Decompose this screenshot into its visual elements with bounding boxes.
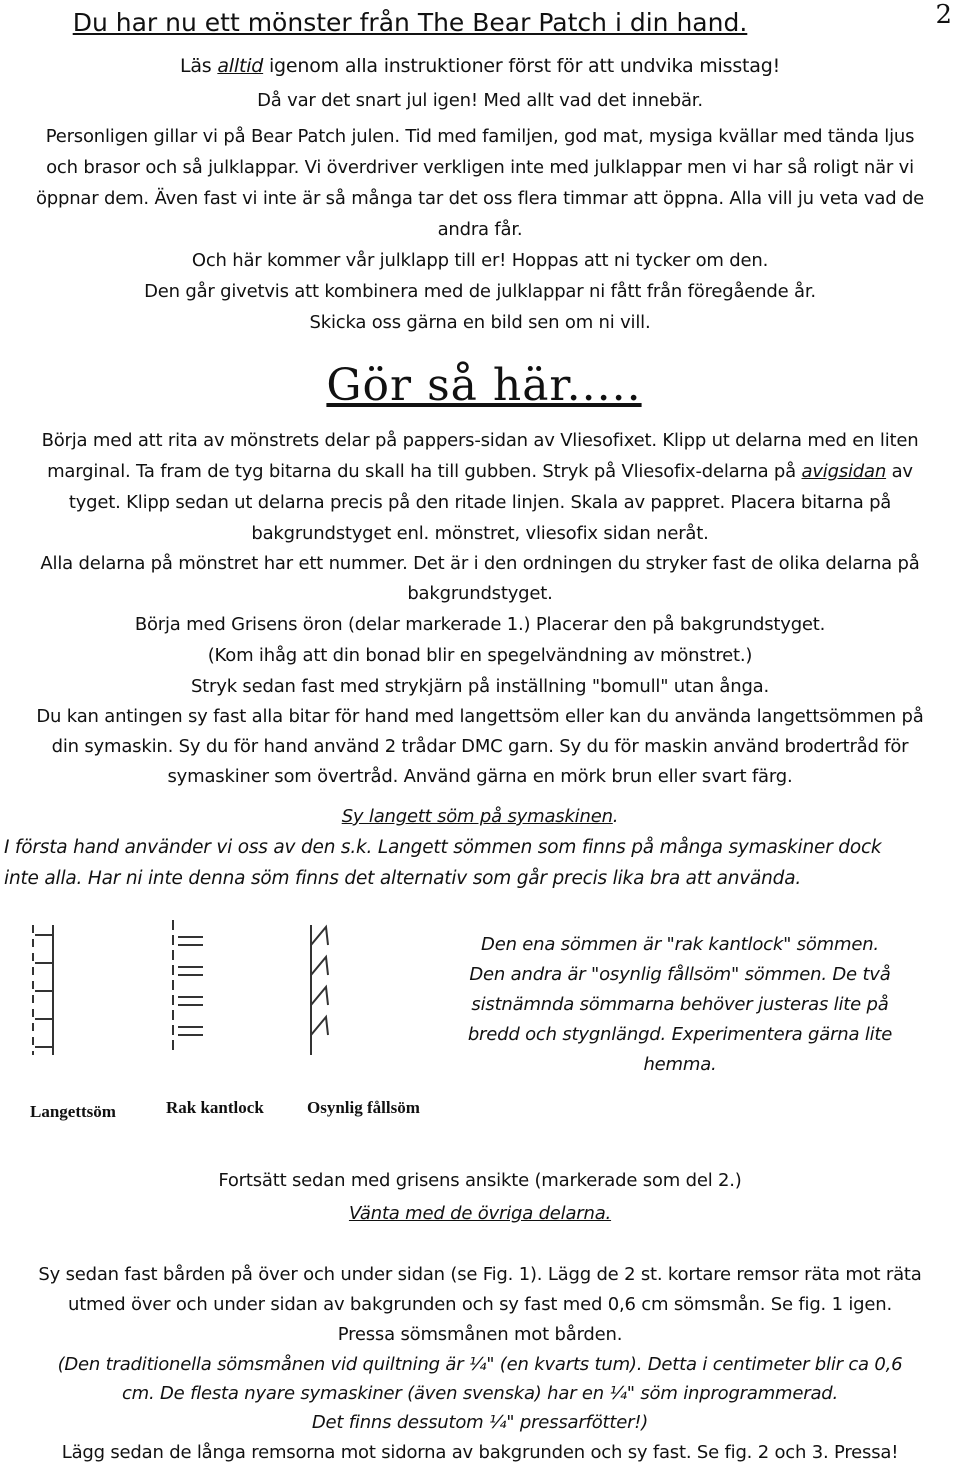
- step-line-5: Alla delarna på mönstret har ett nummer. Det är i den ordningen du stryker fast de olika delarna på: [40, 553, 920, 574]
- border-line-5: cm. De flesta nyare symaskiner (även svenska) har en ¼" söm inprogrammerad.: [121, 1383, 839, 1404]
- label-osynlig-fallsom: Osynlig fållsöm: [307, 1098, 420, 1117]
- intro-line-7: Och här kommer vår julklapp till er! Hoppas att ni tycker om den.: [191, 250, 769, 271]
- step-line-1: Börja med att rita av mönstrets delar på pappers-sidan av Vliesofixet. Klipp ut delarna med en liten: [41, 430, 919, 451]
- continue-line-1: Fortsätt sedan med grisens ansikte (markerade som del 2.): [218, 1170, 742, 1191]
- note-line-5: hemma.: [643, 1054, 717, 1075]
- label-rak-kantlock: Rak kantlock: [166, 1098, 264, 1117]
- continue-line-2: Vänta med de övriga delarna.: [348, 1203, 612, 1224]
- page-title: Du har nu ett mönster från The Bear Patch i din hand.: [72, 8, 748, 37]
- step-line-7: Börja med Grisens öron (delar markerade 1.) Placerar den på bakgrundstyget.: [134, 614, 826, 635]
- step-line-4: bakgrundstyget enl. mönstret, vliesofix sidan neråt.: [251, 523, 709, 544]
- border-line-4: (Den traditionella sömsmånen vid quiltning är ¼" (en kvarts tum). Detta i centimeter blir ca 0,6: [57, 1354, 903, 1375]
- intro-line-6: andra får.: [437, 219, 523, 240]
- step-line-10: Du kan antingen sy fast alla bitar för hand med langettsöm eller kan du använda langettsömmen på: [36, 706, 924, 727]
- label-langettsom: Langettsöm: [30, 1102, 116, 1121]
- machine-line-2: inte alla. Har ni inte denna söm finns det alternativ som går precis lika bra att använda.: [4, 868, 802, 889]
- step-line-12: symaskiner som övertråd. Använd gärna en mörk brun eller svart färg.: [167, 766, 793, 787]
- step-line-8: (Kom ihåg att din bonad blir en spegelvändning av mönstret.): [207, 645, 753, 666]
- border-line-6: Det finns dessutom ¼" pressarfötter!): [311, 1412, 649, 1433]
- step-line-2: marginal. Ta fram de tyg bitarna du skall ha till gubben. Stryk på Vliesofix-delarna på avigsidan av: [47, 461, 913, 482]
- note-line-1: Den ena sömmen är "rak kantlock" sömmen.: [481, 934, 879, 955]
- intro-line-9: Skicka oss gärna en bild sen om ni vill.: [309, 312, 651, 333]
- intro-line-5: öppnar dem. Även fast vi inte är så många tar det oss flera timmar att öppna. Alla vill ju veta vad de: [35, 188, 925, 209]
- intro-line-3: Personligen gillar vi på Bear Patch julen. Tid med familjen, god mat, mysiga kvällar med tända ljus: [45, 126, 915, 147]
- border-line-1: Sy sedan fast bården på över och under sidan (se Fig. 1). Lägg de 2 st. kortare remsor räta mot räta: [38, 1264, 922, 1285]
- note-line-2: Den andra är "osynlig fållsöm" sömmen. De två: [469, 964, 891, 985]
- stitch-illustrations: [28, 915, 468, 1065]
- machine-line-1: I första hand använder vi oss av den s.k. Langett sömmen som finns på många symaskiner dock: [4, 837, 882, 858]
- border-line-3: Pressa sömsmånen mot bården.: [337, 1324, 623, 1345]
- machine-heading: Sy langett söm på symaskinen.: [341, 806, 619, 827]
- rak-kantlock-stitch-icon: [173, 920, 203, 1055]
- intro-line-2: Då var det snart jul igen! Med allt vad det innebär.: [257, 90, 703, 111]
- page-number: 2: [935, 0, 952, 30]
- osynlig-fallsom-stitch-icon: [311, 925, 328, 1055]
- step-line-6: bakgrundstyget.: [407, 583, 553, 604]
- stitch-note: [440, 930, 920, 1080]
- note-line-3: sistnämnda sömmarna behöver justeras lite på: [471, 994, 889, 1015]
- section-heading: Gör så här.....: [326, 360, 642, 411]
- intro-line-8: Den går givetvis att kombinera med de julklappar ni fått från föregående år.: [144, 281, 816, 302]
- langett-stitch-icon: [33, 925, 53, 1055]
- step-line-9: Stryk sedan fast med strykjärn på inställning "bomull" utan ånga.: [190, 676, 770, 697]
- intro-line-4: och brasor och så julklappar. Vi överdriver verkligen inte med julklappar men vi har så roligt när vi: [46, 157, 914, 178]
- border-line-2: utmed över och under sidan av bakgrunden och sy fast med 0,6 cm sömsmån. Se fig. 1 igen.: [67, 1294, 892, 1315]
- border-line-7: Lägg sedan de långa remsorna mot sidorna av bakgrunden och sy fast. Se fig. 2 och 3. Pressa!: [61, 1442, 899, 1463]
- step-line-3: tyget. Klipp sedan ut delarna precis på den ritade linjen. Skala av pappret. Placera bitarna på: [68, 492, 892, 513]
- note-line-4: bredd och stygnlängd. Experimentera gärna lite: [467, 1024, 893, 1045]
- step-line-11: din symaskin. Sy du för hand använd 2 trådar DMC garn. Sy du för maskin använd brodertråd för: [51, 736, 909, 757]
- intro-line-1: Läs alltid igenom alla instruktioner först för att undvika misstag!: [179, 55, 781, 77]
